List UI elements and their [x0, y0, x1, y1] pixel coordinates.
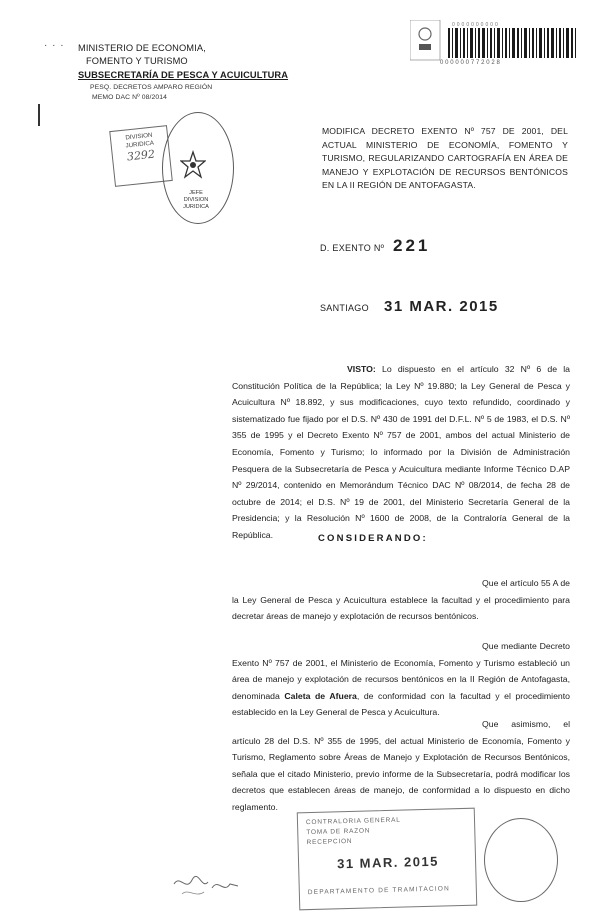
subsecretaria-line: SUBSECRETARÍA DE PESCA Y ACUICULTURA: [78, 70, 289, 80]
decree-number: 221: [393, 236, 431, 255]
margin-mark: [38, 104, 40, 126]
division-stamp-line-2: JURIDICA: [125, 139, 155, 150]
place-label: SANTIAGO: [320, 303, 369, 313]
decree-date: 31 MAR. 2015: [384, 298, 499, 315]
header-ref-2: MEMO DAC Nº 08/2014: [92, 94, 168, 101]
contraloria-seal-circle: [484, 818, 558, 902]
signature-icon: [172, 870, 242, 900]
header-dots: · · ·: [44, 40, 65, 51]
division-stamp-scribble: 3292: [126, 147, 156, 164]
considerando-paragraph-1: [232, 575, 570, 625]
barcode-top-code: 0000000000: [452, 22, 500, 28]
considerando-p1-text: Que el artículo 55 A de la Ley General de Pesca y Acuicultura establece la facultad y el procedimiento para decretar áreas de manejo y explotación de recursos bentónicos.: [232, 578, 570, 622]
chile-seal-icon: [180, 150, 206, 180]
contraloria-stamp: [297, 808, 478, 911]
contraloria-stamp-line-4: DEPARTAMENTO DE TRAMITACION: [307, 885, 451, 897]
jefe-stamp-text: JEFE DIVISION JURIDICA: [183, 190, 209, 210]
considerando-paragraph-3: [232, 716, 570, 816]
contraloria-stamp-line-2: TOMA DE RAZON: [306, 827, 371, 837]
considerando-p2-text-b: , de conformidad con la facultad y el procedimiento establecido en la Ley General de Pesca y Acuicultura.: [232, 690, 570, 718]
ministry-line-1: MINISTERIO DE ECONOMIA,: [78, 43, 206, 53]
barcode-number: 000000772028: [440, 60, 502, 66]
division-stamp-line-1: DIVISION: [125, 131, 153, 142]
considerando-p3-text: Que asimismo, el artículo 28 del D.S. Nº 355 de 1995, del actual Ministerio de Economía, Fomento y Turismo, Reglamento sobre Áreas de Manejo y Explotación de Recursos Bentónicos, señala que el citado Ministerio, previo informe de la Subsecretaría, podrá modificar los decretos que establecen áreas de manejo, de conformidad a lo dispuesto en dicho reglamento.: [232, 719, 570, 812]
visto-label: VISTO:: [347, 364, 376, 374]
caleta-name: Caleta de Afuera: [284, 690, 357, 701]
considerando-paragraph-2: [232, 638, 570, 721]
contraloria-stamp-line-3: RECEPCION: [306, 837, 353, 847]
ministry-line-2: FOMENTO Y TURISMO: [86, 56, 188, 66]
considerando-heading: CONSIDERANDO:: [318, 533, 428, 544]
decree-title: MODIFICA DECRETO EXENTO Nº 757 DE 2001, DEL ACTUAL MINISTERIO DE ECONOMÍA, FOMENTO Y TURISMO, REGULARIZANDO CARTOGRAFÍA EN ÁREA DE MANEJO Y EXPLOTACIÓN DE RECURSOS BENTÓNICOS EN LA II REGIÓN DE ANTOFAGASTA.: [322, 126, 568, 191]
decree-number-label: D. EXENTO Nº: [320, 243, 385, 253]
visto-text: Lo dispuesto en el artículo 32 Nº 6 de la Constitución Política de la República; la Ley Nº 19.880; la Ley General de Pesca y Acuicultura Nº 18.892, y sus modificaciones, cuyo texto refundido, coordinado y sistematizado fue fijado por el D.S. Nº 430 de 1991 del D.F.L. Nº 5 de 1983, el D.S. Nº 355 de 1995 y el Decreto Exento Nº 757 de 2001, ambos del actual Ministerio de Economía, Fomento y Turismo; lo informado por la División de Administración Pesquera de la Subsecretaría de Pesca y Acuicultura mediante Informe Técnico D.AP Nº 29/2014, contenido en Memorándum Técnico DAC Nº 08/2014, de fecha 28 de octubre de 2014; el D.S. Nº 19 de 2001, del Ministerio Secretaría General de la Presidencia; y la Resolución Nº 1600 de 2008, de la Contraloría General de la República.: [232, 364, 571, 540]
header-ref-1: PESQ. DECRETOS AMPARO REGIÓN: [90, 84, 213, 91]
visto-paragraph: [232, 361, 570, 544]
considerando-p2-text-a: Que mediante Decreto Exento Nº 757 de 2001, el Ministerio de Economía, Fomento y Turismo estableció un área de manejo y explotación de recursos bentónicos en la II Región de Antofagasta, denominada: [232, 641, 570, 701]
contraloria-stamp-line-1: CONTRALORIA GENERAL: [305, 816, 401, 827]
contraloria-stamp-date: 31 MAR. 2015: [336, 853, 440, 872]
